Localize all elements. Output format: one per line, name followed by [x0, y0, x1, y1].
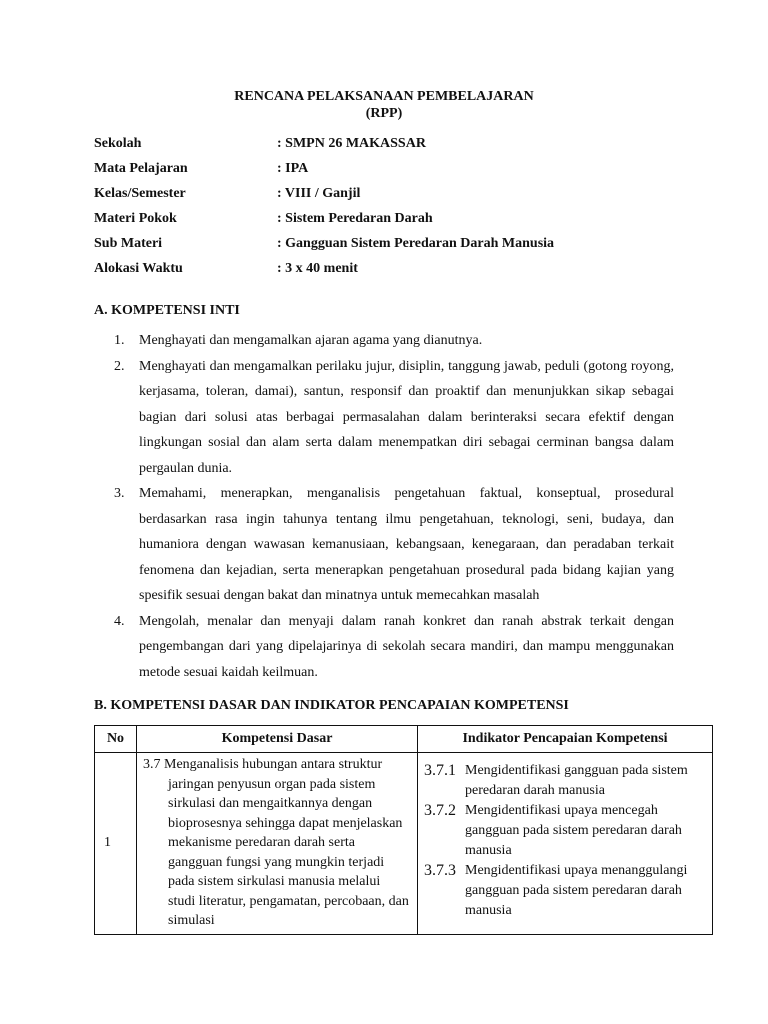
header-kompetensi-dasar: Kompetensi Dasar	[137, 726, 418, 753]
list-item	[114, 481, 674, 609]
section-a-heading: A. KOMPETENSI INTI	[94, 303, 240, 318]
list-item-text: Menghayati dan mengamalkan ajaran agama yang dianutnya.	[139, 333, 483, 348]
kompetensi-dasar-text: 3.7 Menganalisis hubungan antara struktur jaringan penyusun organ pada sistem sirkulasi dan mengaitkannya dengan bioprosesnya sehingga dapat menjelaskan mekanisme peredaran darah serta gangguan fungsi yang mungkin terjadi pada sistem sirkulasi manusia melalui studi literatur, pengamatan, percobaan, dan simulasi	[143, 757, 409, 928]
header-indikator: Indikator Pencapaian Kompetensi	[418, 726, 713, 753]
table-row	[95, 753, 713, 935]
info-value: : IPA	[277, 161, 309, 176]
kompetensi-inti-list	[114, 328, 674, 685]
indicator-number: 3.7.3	[424, 862, 456, 879]
document-title	[0, 88, 768, 122]
info-value: : SMPN 26 MAKASSAR	[277, 136, 426, 151]
list-item-number: 1.	[114, 333, 125, 348]
info-label: Kelas/Semester	[94, 186, 186, 201]
title-line-1: RENCANA PELAKSANAAN PEMBELAJARAN	[234, 89, 534, 104]
info-value: : Sistem Peredaran Darah	[277, 211, 433, 226]
indicator-item	[424, 761, 706, 801]
info-label: Sub Materi	[94, 236, 163, 251]
list-item	[114, 609, 674, 686]
info-label: Alokasi Waktu	[94, 261, 183, 276]
info-row-kelas-semester	[94, 184, 694, 209]
header-no: No	[95, 726, 137, 753]
info-row-sub-materi	[94, 234, 694, 259]
kompetensi-dasar-cell	[137, 753, 418, 935]
list-item-number: 2.	[114, 358, 125, 374]
indicator-item	[424, 861, 706, 921]
indicator-text: Mengidentifikasi upaya mencegah gangguan pada sistem peredaran darah manusia	[465, 803, 682, 858]
list-item-text: Mengolah, menalar dan menyaji dalam ranah konkret dan ranah abstrak terkait dengan pengembangan dari yang dipelajarinya di sekolah secara mandiri, dan mampu menggunakan metode sesuai kaidah keilmuan.	[139, 613, 674, 680]
indicator-number: 3.7.2	[424, 802, 456, 819]
info-label: Mata Pelajaran	[94, 161, 188, 176]
identity-block	[94, 134, 694, 284]
info-row-materi-pokok	[94, 209, 694, 234]
list-item	[114, 328, 674, 354]
indikator-cell	[418, 753, 713, 935]
info-value: : Gangguan Sistem Peredaran Darah Manusia	[277, 236, 555, 251]
list-item-number: 3.	[114, 486, 125, 501]
info-value: : 3 x 40 menit	[277, 261, 358, 276]
list-item	[114, 354, 674, 482]
section-b-heading: B. KOMPETENSI DASAR DAN INDIKATOR PENCAPAIAN KOMPETENSI	[94, 698, 569, 713]
indicator-text: Mengidentifikasi upaya menanggulangi gangguan pada sistem peredaran darah manusia	[465, 863, 688, 918]
info-value: : VIII / Ganjil	[277, 186, 361, 201]
info-row-mata-pelajaran	[94, 159, 694, 184]
list-item-text: Menghayati dan mengamalkan perilaku jujur, disiplin, tanggung jawab, peduli (gotong royong, kerjasama, toleran, damai), santun, responsif dan proaktif dan menunjukkan sikap sebagai bagian dari solusi atas berbagai permasalahan dalam berinteraksi secara efektif dengan lingkungan sosial dan alam serta dalam menempatkan diri sebagai cerminan bangsa dalam pergaulan dunia.	[139, 358, 674, 476]
info-row-sekolah	[94, 134, 694, 159]
indicator-number: 3.7.1	[424, 762, 456, 779]
row-number: 1	[95, 753, 137, 935]
list-item-text: Memahami, menerapkan, menganalisis pengetahuan faktual, konseptual, prosedural berdasarkan rasa ingin tahunya tentang ilmu pengetahuan, teknologi, seni, budaya, dan humaniora dengan wawasan kemanusiaan, kebangsaan, kenegaraan, dan peradaban terkait fenomena dan kejadian, serta menerapkan pengetahuan prosedural pada bidang kajian yang spesifik sesuai dengan bakat dan minatnya untuk memecahkan masalah	[139, 486, 674, 603]
info-label: Sekolah	[94, 136, 142, 151]
indicator-text: Mengidentifikasi gangguan pada sistem peredaran darah manusia	[465, 763, 688, 798]
list-item-number: 4.	[114, 613, 125, 629]
table-header-row	[95, 726, 713, 753]
title-line-2: (RPP)	[365, 106, 403, 121]
kompetensi-dasar-table	[94, 725, 713, 935]
info-label: Materi Pokok	[94, 211, 177, 226]
info-row-alokasi-waktu	[94, 259, 694, 284]
indicator-item	[424, 801, 706, 861]
